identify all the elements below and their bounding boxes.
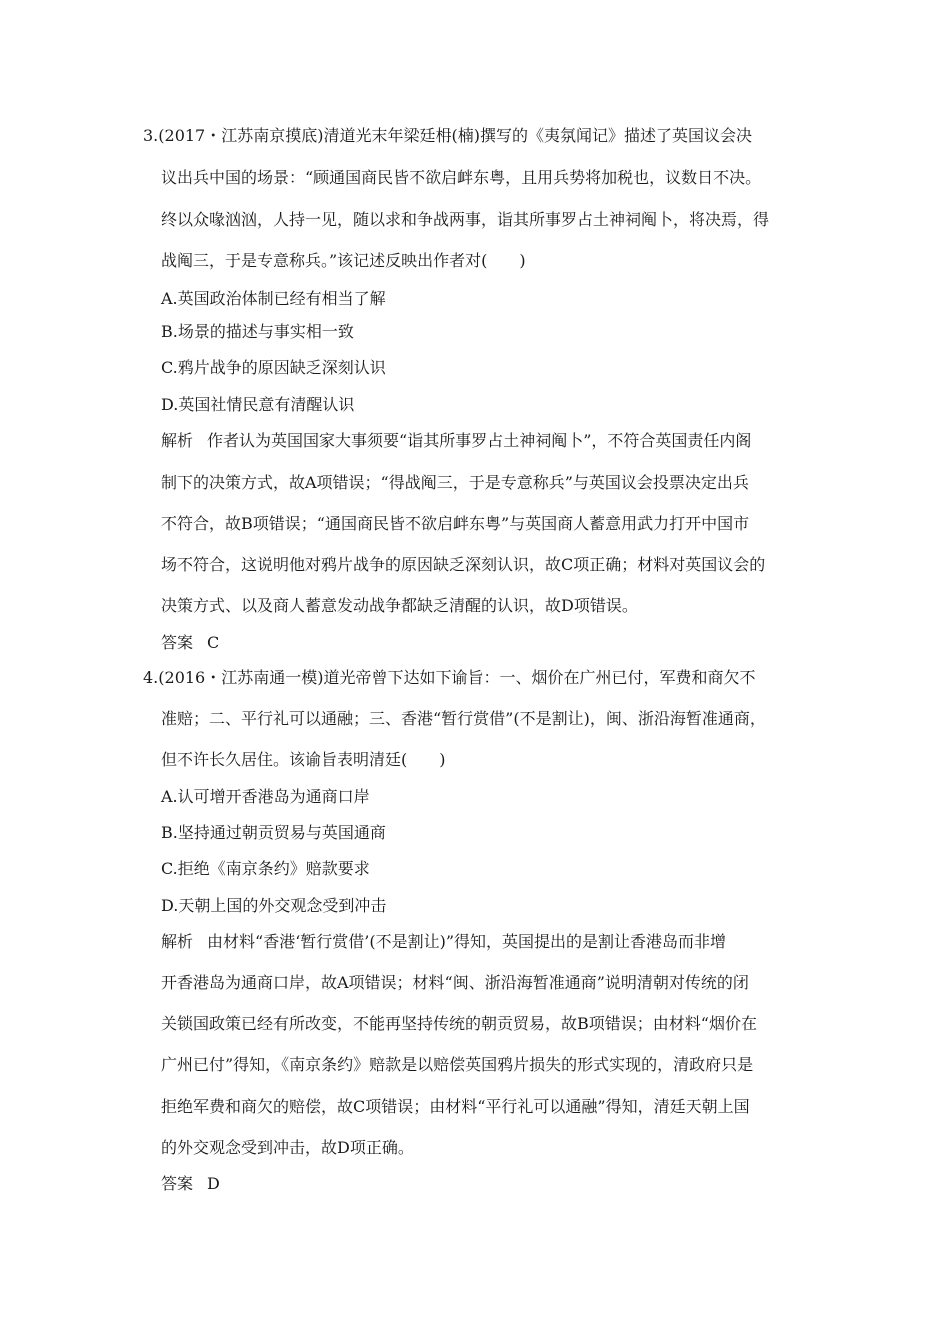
question-stem-line: 议出兵中国的场景：“顾通国商民皆不欲启衅东粤，且用兵势将加税也，议数日不决。 <box>161 168 762 187</box>
analysis-line: 决策方式、以及商人蓄意发动战争都缺乏清醒的认识，故D项错误。 <box>161 596 638 615</box>
analysis-text: 由材料“香港‘暂行赏借’(不是割让)”得知，英国提出的是割让香港岛而非增 <box>207 932 727 951</box>
question-stem-line: 战阄三，于是专意称兵。”该记述反映出作者对( ) <box>161 251 526 270</box>
question-stem-line: 4.(2016・江苏南通一模)道光帝曾下达如下谕旨：一、烟价在广州已付，军费和商欠不 <box>143 668 756 687</box>
option-b: B.坚持通过朝贡贸易与英国通商 <box>161 823 386 842</box>
option-b: B.场景的描述与事实相一致 <box>161 322 354 341</box>
answer-label: 答案 <box>161 1174 194 1193</box>
question-stem-line: 但不许长久居住。该谕旨表明清廷( ) <box>161 750 446 769</box>
option-a: A.认可增开香港岛为通商口岸 <box>161 787 370 806</box>
analysis-text: 作者认为英国国家大事须要“诣其所事罗占土神祠阄卜”，不符合英国责任内阁 <box>207 431 752 450</box>
option-a: A.英国政治体制已经有相当了解 <box>161 289 386 308</box>
answer-line <box>161 632 219 654</box>
question-stem-line: 3.(2017・江苏南京摸底)清道光末年梁廷枏(楠)撰写的《夷氛闻记》描述了英国议会决 <box>143 126 752 145</box>
option-d: D.天朝上国的外交观念受到冲击 <box>161 896 387 915</box>
question-stem-line: 终以众喙汹汹，人持一见，随以求和争战两事，诣其所事罗占土神祠阄卜，将决焉，得 <box>161 210 770 229</box>
analysis-line: 广州已付”得知，《南京条约》赔款是以赔偿英国鸦片损失的形式实现的，清政府只是 <box>161 1055 754 1074</box>
analysis-label: 解析 <box>161 932 194 951</box>
analysis-line: 不符合，故B项错误；“通国商民皆不欲启衅东粤”与英国商人蓄意用武力打开中国市 <box>161 514 750 533</box>
option-c: C.鸦片战争的原因缺乏深刻认识 <box>161 358 386 377</box>
analysis-line: 制下的决策方式，故A项错误；“得战阄三，于是专意称兵”与英国议会投票决定出兵 <box>161 473 749 492</box>
analysis-line: 关锁国政策已经有所改变，不能再坚持传统的朝贡贸易，故B项错误；由材料“烟价在 <box>161 1014 757 1033</box>
analysis-line <box>161 430 751 452</box>
answer-line <box>161 1173 220 1195</box>
analysis-line: 拒绝军费和商欠的赔偿，故C项错误；由材料“平行礼可以通融”得知，清廷天朝上国 <box>161 1097 750 1116</box>
answer-value: D <box>207 1174 220 1193</box>
analysis-line: 的外交观念受到冲击，故D项正确。 <box>161 1138 414 1157</box>
analysis-line <box>161 931 726 953</box>
answer-label: 答案 <box>161 633 194 652</box>
answer-value: C <box>207 633 220 652</box>
option-d: D.英国社情民意有清醒认识 <box>161 395 355 414</box>
option-c: C.拒绝《南京条约》赔款要求 <box>161 859 370 878</box>
analysis-line: 场不符合，这说明他对鸦片战争的原因缺乏深刻认识，故C项正确；材料对英国议会的 <box>161 555 766 574</box>
question-stem-line: 准赔；二、平行礼可以通融；三、香港“暂行赏借”(不是割让)，闽、浙沿海暂准通商， <box>161 709 766 728</box>
analysis-label: 解析 <box>161 431 194 450</box>
analysis-line: 开香港岛为通商口岸，故A项错误；材料“闽、浙沿海暂准通商”说明清朝对传统的闭 <box>161 973 749 992</box>
